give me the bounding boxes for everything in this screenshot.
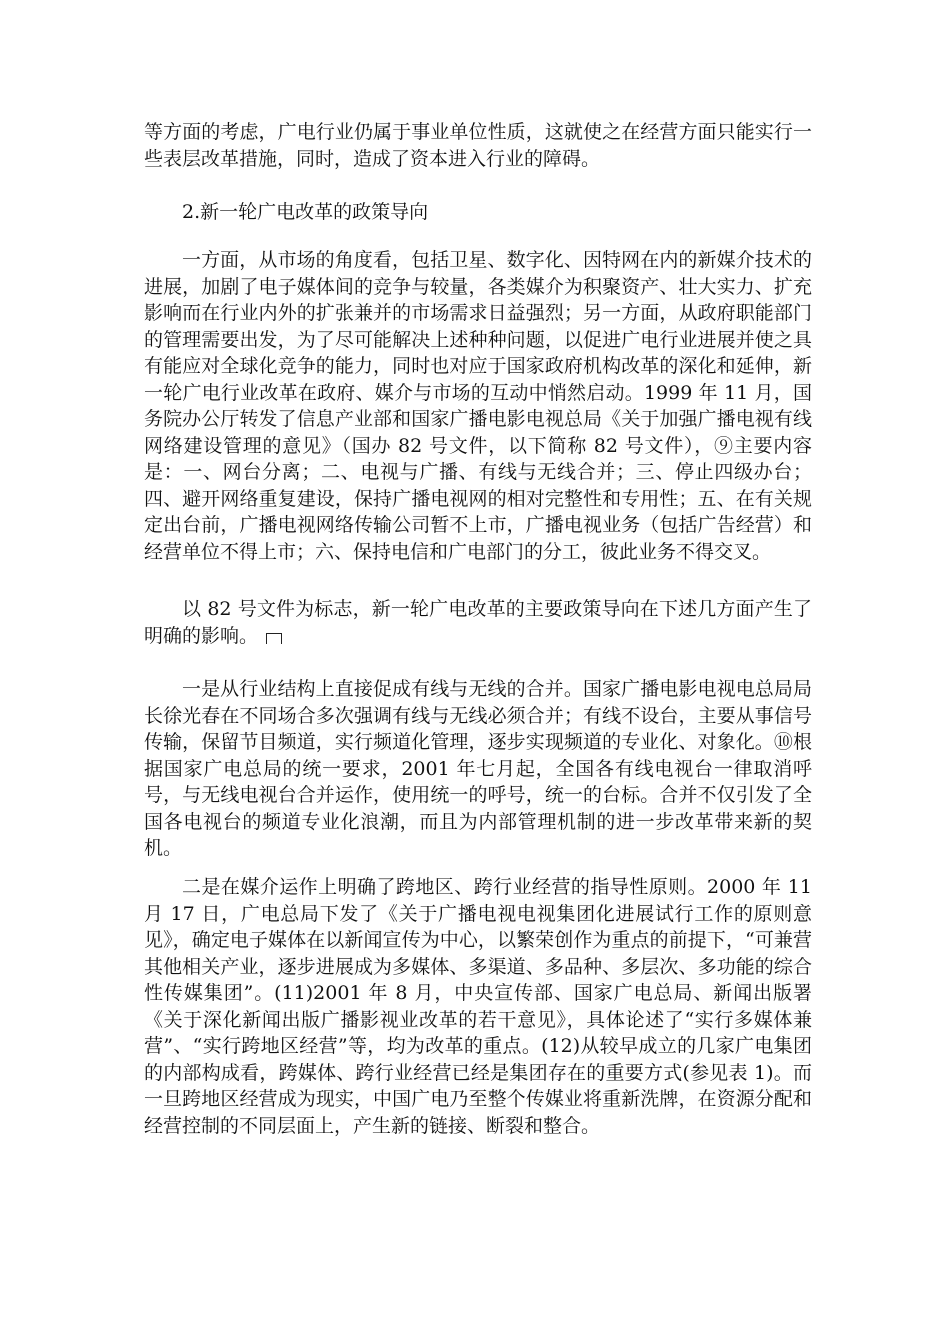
paragraph-document-82-impact — [144, 596, 812, 649]
paragraph-cross-region: 二是在媒介运作上明确了跨地区、跨行业经营的指导性原则。2000 年 11 月 17 日，广电总局下发了《关于广播电视电视集团化进展试行工作的原则意见》，确定电子媒体在以新闻宣传为中心，以繁荣创作为重点的前提下，“可兼营其他相关产业，逐步进展成为多媒体、多渠道、多品种、多层次、多功能的综合性传媒集团”。(11)2001 年 8 月，中央宣传部、国家广电总局、新闻出版署《关于深化新闻出版广播影视业改革的若干意见》，具体论述了“实行多媒体兼营”、“实行跨地区经营”等，均为改革的重点。(12)从较早成立的几家广电集团的内部构成看，跨媒体、跨行业经营已经是集团存在的重要方式(参见表 1)。而一旦跨地区经营成为现实，中国广电乃至整个传媒业将重新洗牌，在资源分配和经营控制的不同层面上，产生新的链接、断裂和整合。 — [144, 876, 812, 1137]
paragraph-policy-background: 一方面，从市场的角度看，包括卫星、数字化、因特网在内的新媒介技术的进展，加剧了电子媒体间的竞争与较量，各类媒介为积聚资产、壮大实力、扩充影响而在行业内外的扩张兼并的市场需求日益强烈；另一方面，从政府职能部门的管理需要出发，为了尽可能解决上述种种问题，以促进广电行业进展并使之具有能应对全球化竞争的能力，同时也对应于国家政府机构改革的深化和延伸，新一轮广电行业改革在政府、媒介与市场的互动中悄然启动。1999 年 11 月，国务院办公厅转发了信息产业部和国家广播电影电视总局《关于加强广播电视有线网络建设管理的意见》（国办 82 号文件，以下简称 82 号文件），⑨主要内容是：一、网台分离；二、电视与广播、有线与无线合并；三、停止四级办台；四、避开网络重复建设，保持广播电视网的相对完整性和专用性；五、在有关规定出台前，广播电视网络传输公司暂不上市，广播电视业务（包括广告经营）和经营单位不得上市；六、保持电信和广电部门的分工，彼此业务不得交叉。 — [144, 249, 812, 563]
paragraph-merger: 一是从行业结构上直接促成有线与无线的合并。国家广播电影电视电总局局长徐光春在不同场合多次强调有线与无线必须合并；有线不设台，主要从事信号传输，保留节目频道，实行频道化管理，逐步实现频道的专业化、对象化。⑩根据国家广电总局的统一要求，2001 年七月起，全国各有线电视台一律取消呼号，与无线电视台合并运作，使用统一的呼号，统一的台标。合并不仅引发了全国各电视台的频道专业化浪潮，而且为内部管理机制的进一步改革带来新的契机。 — [144, 678, 812, 859]
bracket-mark-icon — [266, 633, 282, 644]
paragraph-continuation: 等方面的考虑，广电行业仍属于事业单位性质，这就使之在经营方面只能实行一些表层改革措施，同时，造成了资本进入行业的障碍。 — [144, 121, 812, 170]
section-heading: 2.新一轮广电改革的政策导向 — [182, 201, 429, 223]
paragraph-document-82-text: 以 82 号文件为标志，新一轮广电改革的主要政策导向在下述几方面产生了明确的影响。 — [144, 598, 812, 647]
